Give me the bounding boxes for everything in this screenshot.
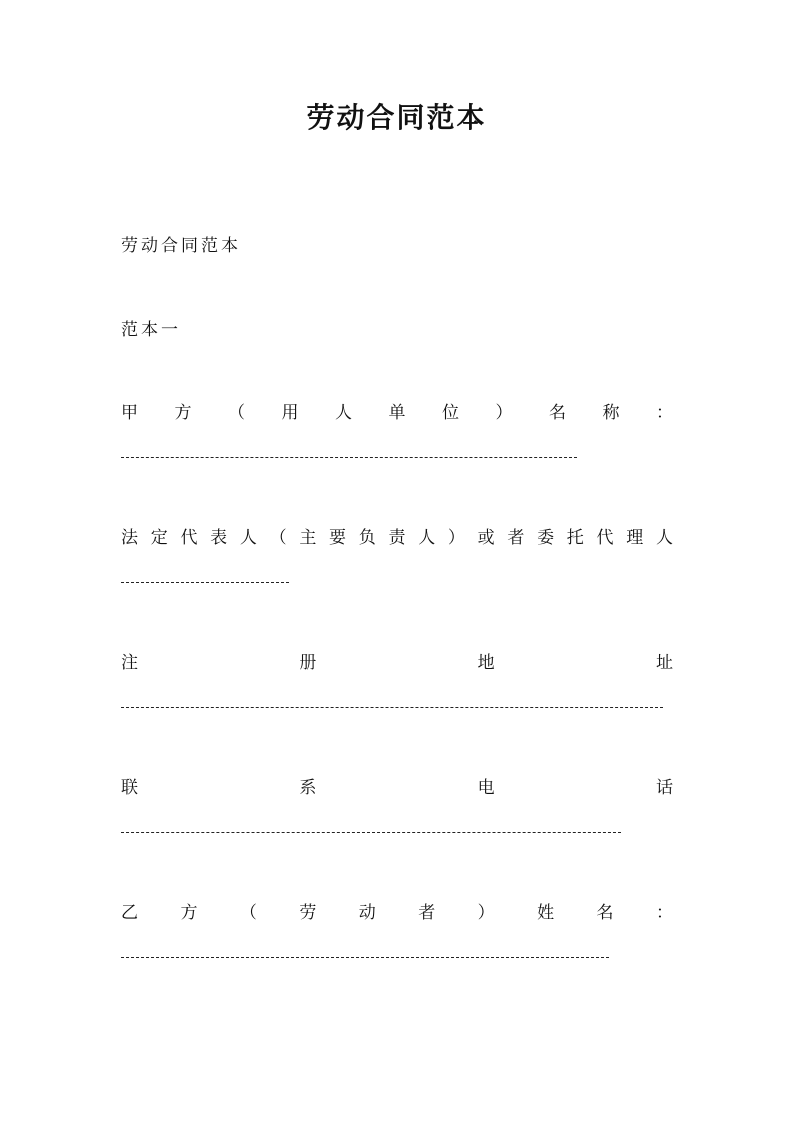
label-char: 要 xyxy=(329,528,347,548)
label-char: 话 xyxy=(655,778,673,798)
field-legal-representative-label xyxy=(121,523,673,548)
label-char: 甲 xyxy=(121,403,138,423)
label-char: （ xyxy=(239,903,257,923)
label-char: 定 xyxy=(150,528,168,548)
label-char: 或 xyxy=(477,528,495,548)
label-char: 位 xyxy=(442,403,459,423)
label-char: 劳 xyxy=(299,903,317,923)
label-char: ） xyxy=(477,903,495,923)
label-char: 名 xyxy=(549,403,566,423)
label-char: 姓 xyxy=(537,903,555,923)
label-char: 责 xyxy=(388,528,406,548)
field-employee-name-label xyxy=(121,898,673,923)
label-char: 册 xyxy=(299,653,317,673)
label-char: 代 xyxy=(180,528,198,548)
field-registered-address-label xyxy=(121,648,673,673)
label-char: 单 xyxy=(388,403,406,423)
label-char: 人 xyxy=(239,528,257,548)
label-char: ： xyxy=(655,903,673,923)
label-char: 称 xyxy=(602,403,620,423)
label-char: （ xyxy=(228,403,245,423)
label-char: 主 xyxy=(299,528,317,548)
label-char: 人 xyxy=(655,528,673,548)
label-char: 代 xyxy=(596,528,614,548)
label-char: 者 xyxy=(418,903,436,923)
label-char: 乙 xyxy=(121,903,138,923)
label-char: 址 xyxy=(655,653,673,673)
field-employer-name-label xyxy=(121,398,673,423)
label-char: 托 xyxy=(566,528,584,548)
field-legal-representative-blank[interactable] xyxy=(121,582,289,584)
label-char: 法 xyxy=(121,528,138,548)
label-char: 方 xyxy=(180,903,198,923)
label-char: 者 xyxy=(507,528,525,548)
field-registered-address-blank[interactable] xyxy=(121,707,663,709)
document-title: 劳动合同范本 xyxy=(306,101,487,134)
field-employee-name-blank[interactable] xyxy=(121,957,609,959)
field-contact-phone-label xyxy=(121,773,673,798)
label-char: 注 xyxy=(121,653,138,673)
label-char: （ xyxy=(269,528,287,548)
label-char: 联 xyxy=(121,778,138,798)
label-char: 理 xyxy=(626,528,644,548)
label-char: 地 xyxy=(477,653,495,673)
label-char: ） xyxy=(495,403,513,423)
label-char: 人 xyxy=(335,403,352,423)
label-char: 用 xyxy=(281,403,299,423)
label-char: ： xyxy=(656,403,673,423)
label-char: 方 xyxy=(174,403,192,423)
label-char: 系 xyxy=(299,778,317,798)
document-subheading: 范本一 xyxy=(121,320,181,340)
field-employer-name-blank[interactable] xyxy=(121,457,577,459)
field-contact-phone-blank[interactable] xyxy=(121,832,621,834)
label-char: 表 xyxy=(210,528,228,548)
label-char: 人 xyxy=(418,528,436,548)
label-char: 动 xyxy=(358,903,376,923)
label-char: 委 xyxy=(537,528,555,548)
label-char: 名 xyxy=(596,903,614,923)
label-char: 负 xyxy=(358,528,376,548)
document-heading: 劳动合同范本 xyxy=(121,236,241,256)
label-char: 电 xyxy=(477,778,495,798)
label-char: ） xyxy=(447,528,465,548)
